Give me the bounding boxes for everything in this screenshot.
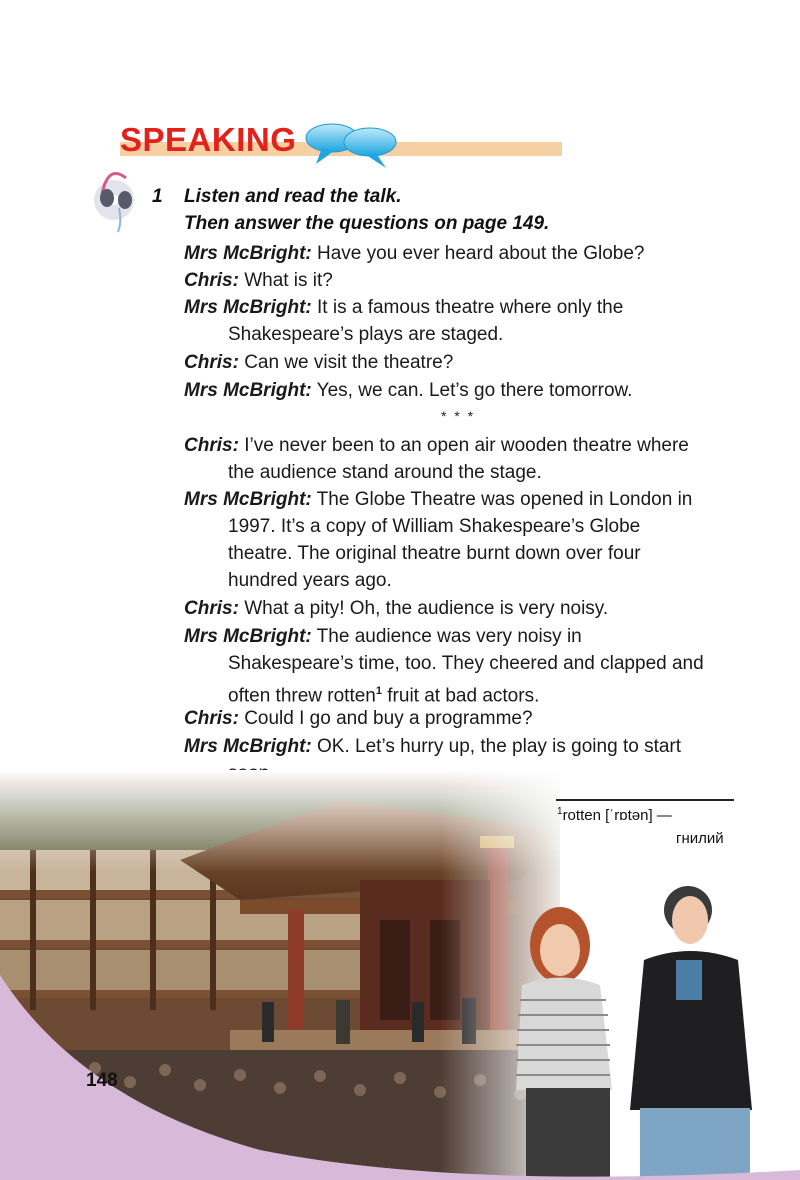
- dialogue-text: Have you ever heard about the Globe?: [317, 243, 645, 264]
- speech-bubbles-icon: [302, 118, 402, 170]
- dialogue-line: [184, 736, 681, 758]
- footnote-mark: 1: [557, 806, 563, 817]
- dialogue-text: What is it?: [244, 270, 333, 291]
- footnote-rule: [556, 799, 734, 801]
- dialogue-line: [184, 297, 623, 319]
- task-instruction-line-2: Then answer the questions on page 149.: [184, 213, 550, 234]
- speaker-name: Chris:: [184, 708, 239, 729]
- dialogue-text: It is a famous theatre where only the: [317, 297, 624, 318]
- dialogue-line: [184, 489, 692, 511]
- dialogue-line: [184, 598, 608, 620]
- dialogue-text: I’ve never been to an open air wooden theatre where: [244, 435, 689, 456]
- headphones-cd-icon: [92, 160, 144, 234]
- dialogue-text: Can we visit the theatre?: [244, 352, 454, 373]
- task-instruction-line-1: Listen and read the talk.: [184, 186, 402, 207]
- speaker-name: Chris:: [184, 352, 239, 373]
- dialogue-line: [184, 708, 533, 730]
- dialogue-text: 1997. It’s a copy of William Shakespeare’s Globe: [228, 516, 641, 537]
- dialogue-text: Yes, we can. Let’s go there tomorrow.: [316, 380, 633, 401]
- page-number: 148: [86, 1070, 118, 1091]
- dialogue-text: the audience stand around the stage.: [228, 462, 542, 483]
- dialogue-line: [184, 270, 333, 292]
- dialogue-line: [184, 352, 453, 374]
- speaker-name: Mrs McBright:: [184, 243, 312, 264]
- footnote-translation: гнилий: [676, 830, 724, 847]
- speaker-name: Mrs McBright:: [184, 297, 312, 318]
- dialogue-text: hundred years ago.: [228, 570, 392, 591]
- dialogue-text-with-footnote: [228, 680, 539, 707]
- dialogue-text: Could I go and buy a programme?: [244, 708, 533, 729]
- dialogue-line: [184, 380, 632, 402]
- dialogue-text: theatre. The original theatre burnt down over four: [228, 543, 641, 564]
- speaker-name: Mrs McBright:: [184, 626, 312, 647]
- footnote-word: rotten: [562, 807, 601, 824]
- speaker-name: Mrs McBright:: [184, 736, 312, 757]
- speaker-name: Mrs McBright:: [184, 380, 312, 401]
- dialogue-text: Shakespeare’s plays are staged.: [228, 324, 504, 345]
- text-segment: fruit at bad actors.: [382, 685, 540, 707]
- dialogue-line: [184, 435, 689, 457]
- task-number: 1: [152, 186, 163, 207]
- dialogue-text: The audience was very noisy in: [316, 626, 582, 647]
- dialogue-line: [184, 243, 644, 265]
- footnote-mark: 1: [375, 685, 382, 697]
- speaker-name: Chris:: [184, 435, 239, 456]
- dialogue-text: The Globe Theatre was opened in London in: [316, 489, 693, 510]
- speaker-name: Chris:: [184, 270, 239, 291]
- section-title: SPEAKING: [120, 121, 297, 158]
- speaker-name: Chris:: [184, 598, 239, 619]
- dialogue-text: What a pity! Oh, the audience is very noisy.: [244, 598, 609, 619]
- dialogue-text: OK. Let’s hurry up, the play is going to start: [317, 736, 682, 757]
- speaker-name: Mrs McBright:: [184, 489, 312, 510]
- scene-separator: * * *: [441, 408, 476, 424]
- dialogue-line: [184, 626, 582, 648]
- footnote-transcription: [ˈrɒtən]: [605, 807, 653, 824]
- text-segment: often threw rotten: [228, 685, 376, 707]
- footnote-dash: —: [656, 807, 672, 824]
- dialogue-text: Shakespeare’s time, too. They cheered and clapped and: [228, 653, 704, 674]
- footnote: [557, 806, 672, 824]
